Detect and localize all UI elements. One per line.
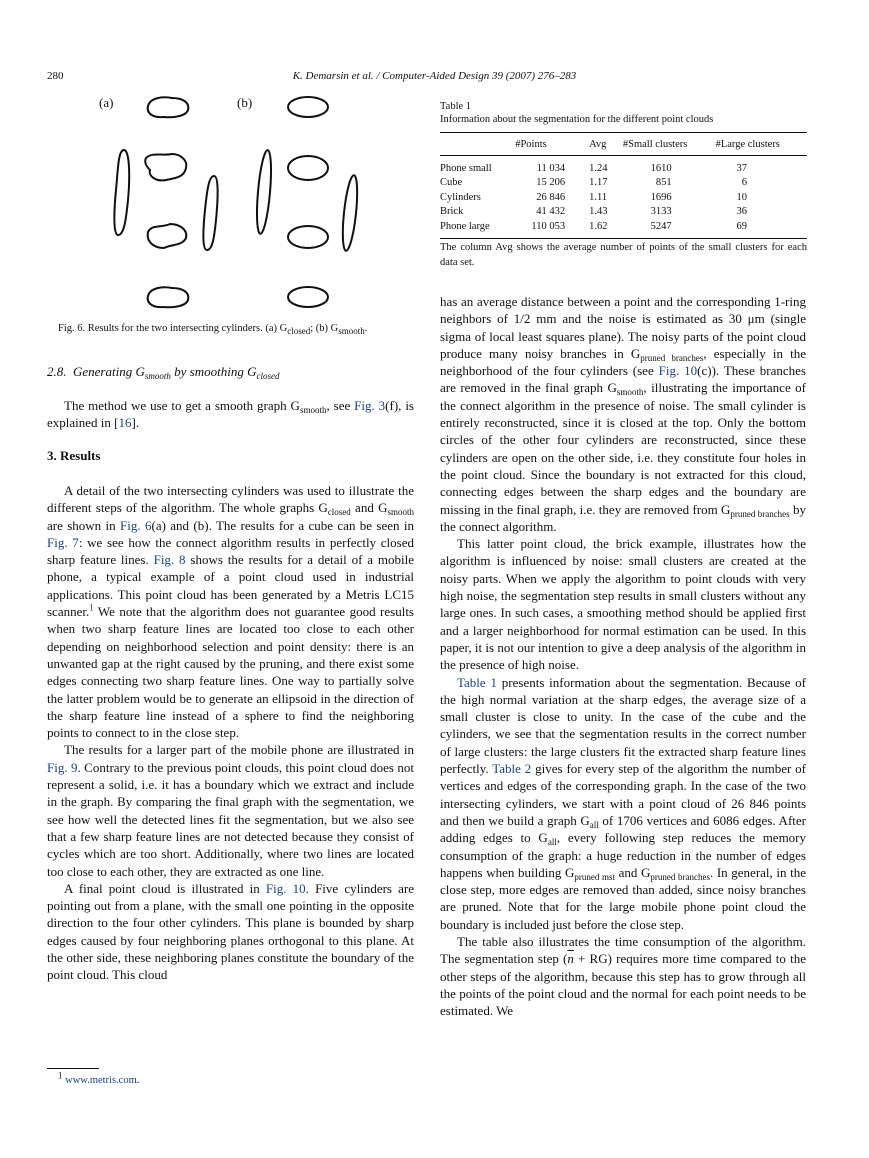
table-1-grid	[440, 132, 807, 234]
section-3-body: A detail of the two intersecting cylinders was used to illustrate the different steps of the algorithm. The whole graphs $G_{closed}$ and $G_{smooth}$ are shown in Fig. 6(a) and (b). The results for a cube can be seen in Fig. 7: we see how the connect algorithm results in perfectly closed sharp feature lines. Fig. 8 shows the results for a detail of a mobile phone, a typical example of a point cloud used in industrial applications. This point cloud has been generated by a Metris LC15 scanner.$^1$ We note that the algorithm does not guarantee good results when two sharp feature lines are located too close to each other depending on neighborhood selection and point density: there is an unwanted gap at the right caused by the pruning, and there exist some edges connecting two sharp feature lines. One way to partially solve the latter problem would be to generate an ellipsoid in the direction of the sharp feature line instead of a sphere to find the neighboring points to connect to in the close step. The results for a larger part of the mobile phone are illustrated in Fig. 9. Contrary to the previous point clouds, this point cloud does not represent a solid, i.e. it has a boundary which we extract and include in the graph. By comparing the final graph with the segmentation, we see how well the detected lines fit the segmentation, but we also see that a few sharp feature lines are not detected because they consist of cycles which are too short. Additionally, where two lines are located too close to each other, they are extracted as one line. A final point cloud is illustrated in Fig. 10. Five cylinders are pointing out from a plane, with the small one pointing in the opposite direction to the four other cylinders. This plane is bounded by sharp edges caused by four neighboring planes orthogonal to this plane. At the other side, these neighboring planes constitute the boundary of the point cloud. This cloud	[47, 483, 415, 983]
table-header-cell	[440, 133, 511, 156]
table-header-cell: Avg	[589, 138, 607, 150]
table-header-cell: #Points	[515, 138, 547, 150]
table-cell: Brick	[440, 206, 464, 218]
table-cell: 41 432	[536, 206, 566, 218]
link-fig-6[interactable]: Fig. 6	[120, 517, 152, 533]
table-cell: 1610	[650, 162, 672, 174]
link-table-1[interactable]: Table 1	[457, 674, 497, 690]
footnote: $^1$ www.metris.com.	[58, 1070, 140, 1086]
table-cell: 1.24	[589, 162, 608, 174]
link-ref-16[interactable]: 16	[118, 415, 132, 431]
smooth-bottom-loop	[288, 287, 328, 307]
table-cell: 37	[736, 162, 747, 174]
table-1-label: Table 1	[440, 101, 472, 112]
vector-n-symbol: $\overline{n}$	[567, 951, 574, 967]
smooth-top-loop	[288, 97, 328, 117]
closed-right-loop	[203, 176, 217, 250]
figure-label-b: (b)	[237, 95, 253, 110]
table-cell: Phone large	[440, 220, 490, 232]
table-1-header	[440, 99, 807, 127]
smooth-left-loop	[254, 150, 273, 235]
closed-left-loop	[114, 150, 129, 235]
table-cell: 1696	[650, 191, 672, 203]
figure-6-graphic	[100, 90, 390, 320]
section-2-8-body: The method we use to get a smooth graph $G_{smooth}$, see Fig. 3(f), is explained in [16].	[47, 398, 414, 431]
link-fig-10-c[interactable]: Fig. 10	[658, 363, 698, 379]
table-cell: 10	[736, 191, 747, 203]
table-cell: 1.17	[589, 177, 608, 189]
closed-mid-lower-loop	[148, 224, 187, 248]
section-2-8-heading: 2.8. Generating $G_{smooth}$ by smoothing $G_{closed}$	[47, 364, 280, 381]
link-fig-9[interactable]: Fig. 9	[47, 759, 78, 775]
table-cell: 69	[736, 220, 747, 232]
table-row	[440, 176, 807, 191]
table-header-cell: #Small clusters	[622, 138, 688, 150]
table-1-note: The column Avg shows the average number of points of the small clusters for each data set.	[440, 238, 807, 270]
table-header-row	[440, 133, 807, 156]
table-row	[440, 205, 807, 220]
table-cell: Cylinders	[440, 191, 481, 203]
link-table-2[interactable]: Table 2	[492, 761, 532, 777]
table-cell: 6	[741, 177, 747, 189]
table-cell: Cube	[440, 177, 463, 189]
footnote-mark-link[interactable]: 1	[89, 602, 94, 613]
table-1	[440, 132, 807, 234]
table-row	[440, 219, 807, 234]
smooth-right-loop	[340, 175, 360, 252]
table-1-title: Information about the segmentation for the different point clouds	[440, 114, 714, 125]
link-fig-3[interactable]: Fig. 3	[354, 398, 386, 413]
table-row	[440, 190, 807, 205]
table-cell: 1.43	[589, 206, 608, 218]
table-cell: 3133	[650, 206, 672, 218]
link-fig-8[interactable]: Fig. 8	[153, 552, 186, 568]
table-header-cell: #Large clusters	[715, 138, 780, 150]
figure-label-a: (a)	[99, 95, 114, 110]
footnote-link[interactable]: www.metris.com	[65, 1075, 137, 1086]
smooth-mid-upper-loop	[288, 156, 328, 180]
page-number: 280	[47, 70, 64, 82]
table-cell: 5247	[650, 220, 672, 232]
right-column-body: has an average distance between a point and the corresponding 1-ring neighbors of 1/2 mm and the noise is estimated as 30 μm (single sigma of local least squares plane). The noisy parts of the point cloud produce many noisy branches in $G_{pruned branches}$, especially in the neighborhood of the four cylinders (see Fig. 10(c)). These branches are removed in the final graph $G_{smooth}$, illustrating the importance of the connect algorithm in the presence of noise. The small cylinder is entirely reconstructed, since it is closed at the top. Only the bottom circles of the other four cylinders are reconstructed, since these cylinders are open on the other side, i.e. they constitute four holes in the point cloud. Since the boundary is not extracted for this cloud, connecting edges between the sharp edges and the boundary are missing in the final graph, i.e. they are removed from $G_{pruned branches}$ by the connect algorithm. This latter point cloud, the brick example, illustrates how the algorithm is influenced by noise: small clusters are created at the noisy parts. When we apply the algorithm to point clouds with very high noise, the segmentation step results in small clusters without any large ones. In such cases, a smoothing method should be applied first and a larger neighborhood for normal estimation can be used. In this paper, it is not our intention to give a deep analysis of the algorithm in the presence of high noise. Table 1 presents information about the segmentation. Because of the high normal variation at the sharp edges, the average size of a small cluster is close to unity. In the case of the cube and the cylinders, we see that the segmentation results in the correct number of large clusters: the large clusters fit the extracted sharp feature lines perfectly. Table 2 gives for every step of the algorithm the number of vertices and edges of the corresponding graph. In the case of the two intersecting cylinders, we start with a point cloud of 26 846 points and then we build a graph $G_{all}$ of 1706 vertices and 6086 edges. After adding edges to $G_{all}$, every following step reduces the memory consumption of the graph: a huge reduction in the number of edges happens when building $G_{pruned mst}$ and $G_{pruned branches}$. In general, in the close step, more edges are removed than added, since noisy branches are pruned. Note that for the large mobile phone point cloud the boundary is included just before the close step. The table also illustrates the time consumption of the algorithm. The segmentation step $(\overline{n} + RG)$ requires more time compared to the other steps of the algorithm, because this step has to grow through all the points of the point cloud and the normal for each point needs to be estimated. We	[440, 294, 807, 1019]
closed-top-loop	[148, 97, 189, 117]
footnote-rule	[47, 1068, 99, 1069]
table-cell: 1.62	[589, 220, 608, 232]
running-title: K. Demarsin et al. / Computer-Aided Design 39 (2007) 276–283	[292, 70, 577, 82]
closed-bottom-loop	[148, 287, 189, 307]
table-cell: 15 206	[536, 177, 566, 189]
link-fig-7[interactable]: Fig. 7	[47, 534, 79, 550]
table-cell: 36	[736, 206, 747, 218]
figure-6-caption: Fig. 6. Results for the two intersecting cylinders. (a) $G_{closed}$; (b) $G_{smooth}$.	[58, 323, 368, 336]
table-cell: 1.11	[589, 191, 608, 203]
section-3-heading: 3. Results	[47, 448, 101, 463]
closed-mid-upper-loop	[145, 154, 186, 180]
table-cell: Phone small	[440, 162, 492, 174]
table-cell: 11 034	[536, 162, 566, 174]
table-cell: 110 053	[531, 220, 566, 232]
table-cell: 26 846	[536, 191, 566, 203]
table-cell: 851	[655, 177, 672, 189]
table-row	[440, 156, 807, 176]
smooth-mid-lower-loop	[288, 226, 328, 248]
link-fig-10[interactable]: Fig. 10	[265, 880, 306, 896]
